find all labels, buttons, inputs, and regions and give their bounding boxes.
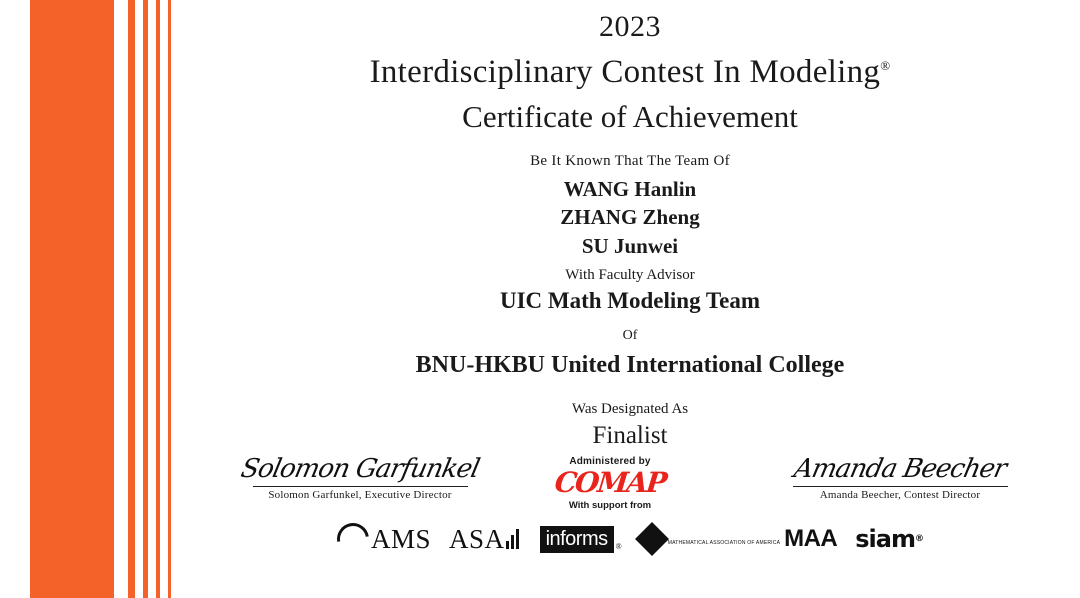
informs-logo-text: informs <box>545 527 608 550</box>
ams-logo <box>337 523 431 555</box>
maa-logo <box>640 527 838 551</box>
siam-logo <box>855 527 923 551</box>
institution-name: BNU-HKBU United International College <box>415 351 845 378</box>
advisor-name: UIC Math Modeling Team <box>499 287 761 313</box>
accent-bar-thin-2 <box>143 0 148 598</box>
administered-by-block <box>520 456 700 511</box>
signature-mark: Solomon Garfunkel <box>238 454 482 484</box>
ams-logo-text: AMS <box>371 523 432 554</box>
signature-rule <box>793 486 1008 487</box>
accent-bar-thin-4 <box>168 0 171 598</box>
siam-logo-text: siam <box>855 525 915 553</box>
of-label: Of <box>622 327 638 343</box>
signature-caption: Amanda Beecher, Contest Director <box>819 489 981 501</box>
informs-logo-badge <box>540 526 614 553</box>
contest-year: 2023 <box>599 10 661 43</box>
certificate-subtitle: Certificate of Achievement <box>462 99 798 134</box>
asa-logo-text: ASA <box>449 523 505 554</box>
accent-bar-thin-3 <box>156 0 160 598</box>
signature-block-executive-director <box>230 452 490 501</box>
team-member: SU Junwei <box>581 233 679 258</box>
accent-bar-thin-1 <box>128 0 135 598</box>
informs-logo <box>540 526 622 553</box>
accent-bar-wide <box>30 0 114 598</box>
maa-logo-text: MAA <box>784 525 838 552</box>
decorative-bars <box>0 0 180 598</box>
team-members-list <box>180 176 1080 259</box>
maa-diamond-icon <box>635 522 669 556</box>
asa-bars-icon <box>506 529 522 549</box>
administered-by-label: Administered by <box>569 456 651 467</box>
signature-caption: Solomon Garfunkel, Executive Director <box>268 489 452 501</box>
contest-title <box>180 54 1080 91</box>
contest-title-text: Interdisciplinary Contest In Modeling <box>369 54 881 90</box>
team-member: WANG Hanlin <box>563 177 697 201</box>
support-label: With support from <box>568 500 652 511</box>
maa-logo-subtext: MATHEMATICAL ASSOCIATION OF AMERICA <box>667 540 781 546</box>
ams-swirl-icon <box>331 517 376 562</box>
sponsor-logo-row <box>180 518 1080 560</box>
designation-label: Was Designated As <box>571 400 689 417</box>
known-line: Be It Known That The Team Of <box>530 153 730 169</box>
informs-registered-mark-icon: ® <box>615 541 622 551</box>
team-member: ZHANG Zheng <box>560 205 700 230</box>
comap-logo: COMAP <box>553 466 668 499</box>
signature-rule <box>253 486 468 487</box>
registered-mark-icon: ® <box>880 58 891 73</box>
siam-registered-mark-icon: ® <box>914 533 923 544</box>
award-level: Finalist <box>592 421 668 449</box>
asa-logo <box>449 523 522 554</box>
advisor-label: With Faculty Advisor <box>565 266 695 283</box>
signature-block-contest-director <box>770 452 1030 501</box>
signature-mark: Amanda Beecher <box>791 454 1009 484</box>
